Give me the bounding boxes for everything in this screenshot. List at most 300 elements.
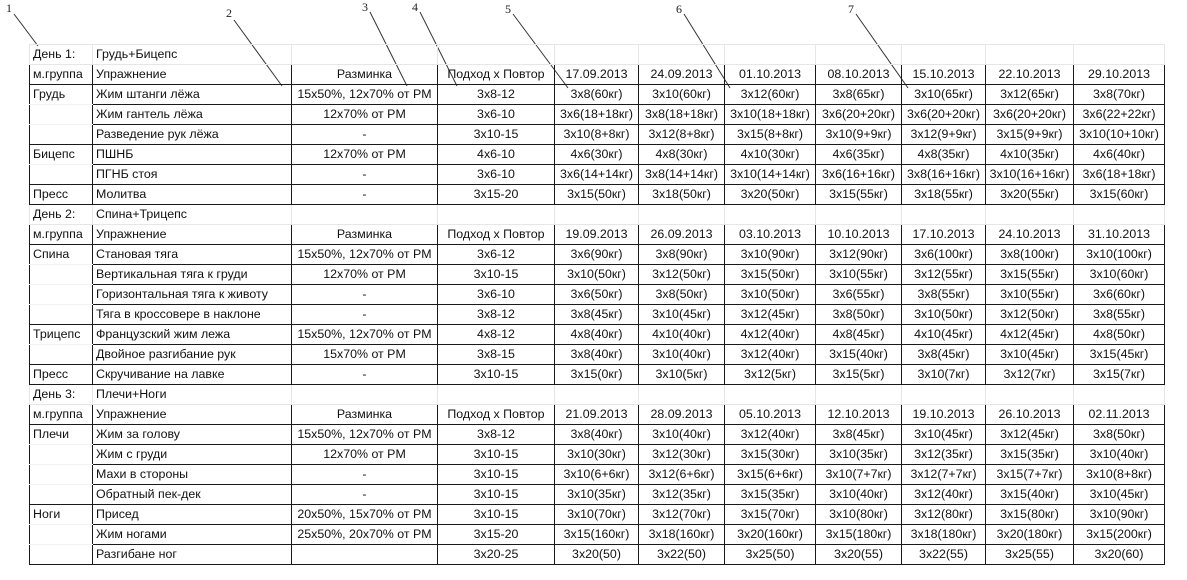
session-value[interactable]: 3x22(55) [902,545,986,565]
day-title-row [30,205,1165,225]
session-value[interactable]: 3x8(60кг) [555,85,639,105]
session-value[interactable]: 3x8(45кг) [555,305,639,325]
session-value[interactable]: 3x10(8+8кг) [1074,465,1165,485]
muscle-group-cell[interactable]: Пресс [30,365,93,385]
session-value[interactable]: 3x15(200кг) [1074,525,1165,545]
empty-cell[interactable] [986,385,1074,405]
session-value[interactable]: 3x12(35кг) [902,445,986,465]
session-value[interactable]: 4x10(30кг) [725,145,816,165]
sets-reps-cell[interactable]: 3x10-15 [438,265,555,285]
session-value[interactable]: 3x15(5кг) [816,365,902,385]
exercise-name[interactable]: Скручивание на лавке [93,365,292,385]
warmup-cell[interactable]: 12x70% от PM [292,445,438,465]
header-date[interactable]: 24.10.2013 [986,225,1074,245]
session-value[interactable]: 3x10(90кг) [725,245,816,265]
session-value[interactable]: 3x6(20+20кг) [816,105,902,125]
empty-cell[interactable] [292,205,438,225]
session-value[interactable]: 3x10(40кг) [639,425,725,445]
warmup-cell[interactable]: 15x50%, 12x70% от PM [292,325,438,345]
day-label[interactable]: День 1: [30,45,93,65]
exercise-name[interactable]: Двойное разгибание рук [93,345,292,365]
sets-reps-cell[interactable]: 4x8-12 [438,325,555,345]
session-value[interactable]: 3x20(55) [816,545,902,565]
empty-cell[interactable] [639,205,725,225]
empty-cell[interactable] [816,205,902,225]
exercise-name[interactable]: Присед [93,505,292,525]
warmup-cell[interactable]: 12x70% от PM [292,105,438,125]
warmup-cell[interactable]: 15x50%, 12x70% от PM [292,245,438,265]
header-date[interactable]: 19.09.2013 [555,225,639,245]
header-date[interactable]: 21.09.2013 [555,405,639,425]
session-value[interactable]: 3x12(7+7кг) [902,465,986,485]
session-value[interactable]: 3x10(60кг) [639,85,725,105]
muscle-group-cell[interactable] [30,265,93,285]
exercise-name[interactable]: ПШНБ [93,145,292,165]
session-value[interactable]: 3x15(160кг) [555,525,639,545]
session-value[interactable]: 3x15(9+9кг) [986,125,1074,145]
session-value[interactable]: 3x10(7кг) [902,365,986,385]
empty-cell[interactable] [902,45,986,65]
session-value[interactable]: 3x15(35кг) [986,445,1074,465]
warmup-cell[interactable]: 12x70% от PM [292,265,438,285]
exercise-row [30,525,1165,545]
exercise-name[interactable]: Тяга в кроссовере в наклоне [93,305,292,325]
sets-reps-cell[interactable]: 3x8-15 [438,345,555,365]
empty-cell[interactable] [725,45,816,65]
session-value[interactable]: 3x6(16+16кг) [816,165,902,185]
empty-cell[interactable] [816,385,902,405]
session-value[interactable]: 3x10(9+9кг) [816,125,902,145]
empty-cell[interactable] [986,45,1074,65]
session-value[interactable]: 3x12(40кг) [725,425,816,445]
header-date[interactable]: 29.10.2013 [1074,65,1165,85]
header-date[interactable]: 12.10.2013 [816,405,902,425]
session-value[interactable]: 3x8(40кг) [555,345,639,365]
sets-reps-cell[interactable]: 3x20-25 [438,545,555,565]
session-value[interactable]: 3x15(50кг) [555,185,639,205]
callout-number: 2 [226,6,232,20]
header-sets[interactable]: Подход х Повтор [438,405,555,425]
session-value[interactable]: 3x6(55кг) [816,285,902,305]
header-date[interactable]: 22.10.2013 [986,65,1074,85]
session-value[interactable]: 4x8(40кг) [555,325,639,345]
muscle-group-cell[interactable] [30,305,93,325]
sets-reps-cell[interactable]: 3x6-12 [438,245,555,265]
day-title[interactable]: Грудь+Бицепс [93,45,292,65]
exercise-name[interactable]: Жим ногами [93,525,292,545]
header-warmup[interactable]: Разминка [292,65,438,85]
session-value[interactable]: 3x20(160кг) [725,525,816,545]
header-group[interactable]: м.группа [30,225,93,245]
session-value[interactable]: 3x8(45кг) [816,425,902,445]
session-value[interactable]: 4x10(40кг) [639,325,725,345]
session-value[interactable]: 3x25(55) [986,545,1074,565]
muscle-group-cell[interactable]: Плечи [30,425,93,445]
empty-cell[interactable] [725,205,816,225]
session-value[interactable]: 3x8(50кг) [639,285,725,305]
session-value[interactable]: 3x8(50кг) [816,305,902,325]
empty-cell[interactable] [639,45,725,65]
header-date[interactable]: 02.11.2013 [1074,405,1165,425]
session-value[interactable]: 3x8(18+18кг) [639,105,725,125]
session-value[interactable]: 3x8(14+14кг) [639,165,725,185]
session-value[interactable]: 3x15(80кг) [986,505,1074,525]
exercise-row [30,85,1165,105]
session-value[interactable]: 3x15(7кг) [1074,365,1165,385]
session-value[interactable]: 3x8(50кг) [1074,425,1165,445]
muscle-group-cell[interactable] [30,345,93,365]
exercise-name[interactable]: Жим штанги лёжа [93,85,292,105]
session-value[interactable]: 3x10(80кг) [816,505,902,525]
empty-cell[interactable] [438,385,555,405]
empty-cell[interactable] [555,45,639,65]
session-value[interactable]: 3x15(30кг) [725,445,816,465]
session-value[interactable]: 3x6(60кг) [1074,285,1165,305]
muscle-group-cell[interactable]: Пресс [30,185,93,205]
header-date[interactable]: 05.10.2013 [725,405,816,425]
muscle-group-cell[interactable]: Ноги [30,505,93,525]
warmup-cell[interactable]: - [292,465,438,485]
muscle-group-cell[interactable]: Грудь [30,85,93,105]
header-group[interactable]: м.группа [30,405,93,425]
empty-cell[interactable] [725,385,816,405]
header-warmup[interactable]: Разминка [292,405,438,425]
session-value[interactable]: 4x6(30кг) [555,145,639,165]
session-value[interactable]: 3x6(22+22кг) [1074,105,1165,125]
session-value[interactable]: 4x10(45кг) [902,325,986,345]
session-value[interactable]: 4x8(30кг) [639,145,725,165]
session-value[interactable]: 3x15(35кг) [725,485,816,505]
session-value[interactable]: 3x12(70кг) [639,505,725,525]
header-date[interactable]: 19.10.2013 [902,405,986,425]
sets-reps-cell[interactable]: 3x10-15 [438,485,555,505]
exercise-name[interactable]: Становая тяга [93,245,292,265]
warmup-cell[interactable]: - [292,185,438,205]
header-date[interactable]: 28.09.2013 [639,405,725,425]
header-exercise[interactable]: Упражнение [93,405,292,425]
session-value[interactable]: 3x10(30кг) [555,445,639,465]
empty-cell[interactable] [292,385,438,405]
day-label[interactable]: День 2: [30,205,93,225]
session-value[interactable]: 3x12(60кг) [725,85,816,105]
session-value[interactable]: 3x12(90кг) [816,245,902,265]
session-value[interactable]: 3x8(90кг) [639,245,725,265]
warmup-cell[interactable]: - [292,285,438,305]
session-value[interactable]: 3x18(180кг) [902,525,986,545]
header-date[interactable]: 24.09.2013 [639,65,725,85]
header-date[interactable]: 01.10.2013 [725,65,816,85]
header-date[interactable]: 03.10.2013 [725,225,816,245]
warmup-cell[interactable]: - [292,485,438,505]
session-value[interactable]: 3x15(8+8кг) [725,125,816,145]
sets-reps-cell[interactable]: 3x10-15 [438,125,555,145]
sets-reps-cell[interactable]: 3x6-10 [438,285,555,305]
empty-cell[interactable] [1074,385,1165,405]
empty-cell[interactable] [639,385,725,405]
header-group[interactable]: м.группа [30,65,93,85]
session-value[interactable]: 3x10(35кг) [816,445,902,465]
empty-cell[interactable] [816,45,902,65]
session-value[interactable]: 3x22(50) [639,545,725,565]
session-value[interactable]: 3x8(16+16кг) [902,165,986,185]
exercise-name[interactable]: Молитва [93,185,292,205]
exercise-name[interactable]: Разведение рук лёжа [93,125,292,145]
exercise-row [30,105,1165,125]
session-value[interactable]: 3x18(160кг) [639,525,725,545]
session-value[interactable]: 3x12(7кг) [986,365,1074,385]
exercise-name[interactable]: Обратный пек-дек [93,485,292,505]
session-value[interactable]: 3x15(40кг) [816,345,902,365]
sets-reps-cell[interactable]: 3x10-15 [438,505,555,525]
empty-cell[interactable] [555,385,639,405]
header-date[interactable]: 17.09.2013 [555,65,639,85]
session-value[interactable]: 3x6(20+20кг) [902,105,986,125]
session-value[interactable]: 3x10(70кг) [555,505,639,525]
session-value[interactable]: 3x10(55кг) [816,265,902,285]
muscle-group-cell[interactable] [30,485,93,505]
session-value[interactable]: 3x8(55кг) [902,285,986,305]
session-value[interactable]: 3x8(40кг) [555,425,639,445]
exercise-name[interactable]: Французский жим лежа [93,325,292,345]
session-value[interactable]: 3x12(5кг) [725,365,816,385]
sets-reps-cell[interactable]: 3x15-20 [438,185,555,205]
session-value[interactable]: 3x12(9+9кг) [902,125,986,145]
session-value[interactable]: 3x10(8+8кг) [555,125,639,145]
exercise-row [30,305,1165,325]
warmup-cell[interactable]: - [292,365,438,385]
session-value[interactable]: 3x12(6+6кг) [639,465,725,485]
session-value[interactable]: 4x8(50кг) [1074,325,1165,345]
session-value[interactable]: 3x10(7+7кг) [816,465,902,485]
empty-cell[interactable] [986,205,1074,225]
session-value[interactable]: 3x10(90кг) [1074,505,1165,525]
session-value[interactable]: 3x15(40кг) [986,485,1074,505]
header-sets[interactable]: Подход х Повтор [438,225,555,245]
session-value[interactable]: 3x10(6+6кг) [555,465,639,485]
session-value[interactable]: 3x10(40кг) [1074,445,1165,465]
session-value[interactable]: 3x12(35кг) [639,485,725,505]
session-value[interactable]: 3x10(50кг) [725,285,816,305]
empty-cell[interactable] [292,45,438,65]
session-value[interactable]: 3x8(45кг) [902,345,986,365]
warmup-cell[interactable]: 15x70% от PM [292,345,438,365]
session-value[interactable]: 4x8(35кг) [902,145,986,165]
header-date[interactable]: 26.10.2013 [986,405,1074,425]
exercise-row [30,505,1165,525]
muscle-group-cell[interactable] [30,105,93,125]
session-value[interactable]: 3x15(70кг) [725,505,816,525]
sets-reps-cell[interactable]: 3x8-12 [438,305,555,325]
exercise-row [30,465,1165,485]
empty-cell[interactable] [1074,45,1165,65]
session-value[interactable]: 3x10(50кг) [902,305,986,325]
session-value[interactable]: 3x15(0кг) [555,365,639,385]
muscle-group-cell[interactable] [30,125,93,145]
warmup-cell[interactable]: - [292,165,438,185]
callout-number: 7 [848,2,854,16]
sets-reps-cell[interactable]: 3x10-15 [438,465,555,485]
warmup-cell[interactable]: 15x50%, 12x70% от PM [292,425,438,445]
sets-reps-cell[interactable]: 3x8-12 [438,425,555,445]
day-title[interactable]: Спина+Трицепс [93,205,292,225]
session-value[interactable]: 3x15(60кг) [1074,185,1165,205]
session-value[interactable]: 3x12(50кг) [986,305,1074,325]
sets-reps-cell[interactable]: 3x10-15 [438,445,555,465]
sets-reps-cell[interactable]: 3x8-12 [438,85,555,105]
warmup-cell[interactable] [292,545,438,565]
muscle-group-cell[interactable] [30,285,93,305]
muscle-group-cell[interactable] [30,165,93,185]
session-value[interactable]: 3x10(5кг) [639,365,725,385]
session-value[interactable]: 3x12(50кг) [639,265,725,285]
sets-reps-cell[interactable]: 4x6-10 [438,145,555,165]
exercise-name[interactable]: Махи в стороны [93,465,292,485]
session-value[interactable]: 3x15(55кг) [986,265,1074,285]
header-date[interactable]: 08.10.2013 [816,65,902,85]
session-value[interactable]: 3x15(7+7кг) [986,465,1074,485]
session-value[interactable]: 3x18(55кг) [902,185,986,205]
muscle-group-cell[interactable] [30,545,93,565]
session-value[interactable]: 3x12(80кг) [902,505,986,525]
session-value[interactable]: 3x10(40кг) [816,485,902,505]
warmup-cell[interactable]: 15x50%, 12x70% от PM [292,85,438,105]
session-value[interactable]: 3x6(18+18кг) [555,105,639,125]
session-value[interactable]: 3x20(180кг) [986,525,1074,545]
session-value[interactable]: 3x15(180кг) [816,525,902,545]
session-value[interactable]: 4x6(35кг) [816,145,902,165]
empty-cell[interactable] [902,385,986,405]
session-value[interactable]: 3x6(100кг) [902,245,986,265]
session-value[interactable]: 3x10(45кг) [986,345,1074,365]
session-value[interactable]: 3x15(6+6кг) [725,465,816,485]
session-value[interactable]: 3x20(55кг) [986,185,1074,205]
empty-cell[interactable] [1074,205,1165,225]
empty-cell[interactable] [902,205,986,225]
header-date[interactable]: 26.09.2013 [639,225,725,245]
warmup-cell[interactable]: 12x70% от PM [292,145,438,165]
empty-cell[interactable] [438,205,555,225]
session-value[interactable]: 3x12(8+8кг) [639,125,725,145]
sets-reps-cell[interactable]: 3x15-20 [438,525,555,545]
session-value[interactable]: 3x12(55кг) [902,265,986,285]
empty-cell[interactable] [438,45,555,65]
muscle-group-cell[interactable]: Спина [30,245,93,265]
session-value[interactable]: 3x10(45кг) [639,305,725,325]
session-value[interactable]: 3x10(35кг) [555,485,639,505]
session-value[interactable]: 3x8(65кг) [816,85,902,105]
warmup-cell[interactable]: - [292,125,438,145]
session-value[interactable]: 4x6(40кг) [1074,145,1165,165]
day-label[interactable]: День 3: [30,385,93,405]
session-value[interactable]: 3x25(50) [725,545,816,565]
session-value[interactable]: 3x10(45кг) [1074,485,1165,505]
session-value[interactable]: 3x10(14+14кг) [725,165,816,185]
exercise-name[interactable]: Жим с груди [93,445,292,465]
empty-cell[interactable] [555,205,639,225]
session-value[interactable]: 3x10(18+18кг) [725,105,816,125]
sets-reps-cell[interactable]: 3x10-15 [438,365,555,385]
exercise-name[interactable]: Вертикальная тяга к груди [93,265,292,285]
warmup-cell[interactable]: 25x50%, 20x70% от PM [292,525,438,545]
session-value[interactable]: 3x6(50кг) [555,285,639,305]
session-value[interactable]: 3x10(16+16кг) [986,165,1074,185]
day-title[interactable]: Плечи+Ноги [93,385,292,405]
muscle-group-cell[interactable] [30,465,93,485]
header-warmup[interactable]: Разминка [292,225,438,245]
session-value[interactable]: 3x12(40кг) [902,485,986,505]
header-date[interactable]: 15.10.2013 [902,65,986,85]
session-value[interactable]: 3x10(45кг) [902,425,986,445]
header-exercise[interactable]: Упражнение [93,225,292,245]
header-date[interactable]: 17.10.2013 [902,225,986,245]
muscle-group-cell[interactable]: Трицепс [30,325,93,345]
session-value[interactable]: 3x10(50кг) [555,265,639,285]
session-value[interactable]: 3x12(40кг) [725,345,816,365]
muscle-group-cell[interactable] [30,445,93,465]
warmup-cell[interactable]: 20x50%, 15x70% от PM [292,505,438,525]
session-value[interactable]: 3x20(50кг) [725,185,816,205]
session-value[interactable]: 3x6(18+18кг) [1074,165,1165,185]
exercise-name[interactable]: Горизонтальная тяга к животу [93,285,292,305]
session-value[interactable]: 3x8(55кг) [1074,305,1165,325]
session-value[interactable]: 3x10(40кг) [639,345,725,365]
muscle-group-cell[interactable] [30,525,93,545]
callout-number: 3 [362,0,368,14]
warmup-cell[interactable]: - [292,305,438,325]
sets-reps-cell[interactable]: 3x6-10 [438,165,555,185]
session-value[interactable]: 3x10(100кг) [1074,245,1165,265]
exercise-name[interactable]: Разгибане ног [93,545,292,565]
exercise-name[interactable]: Жим за голову [93,425,292,445]
session-value[interactable]: 3x8(100кг) [986,245,1074,265]
session-value[interactable]: 3x12(65кг) [986,85,1074,105]
muscle-group-cell[interactable]: Бицепс [30,145,93,165]
session-value[interactable]: 4x12(40кг) [725,325,816,345]
session-value[interactable]: 3x20(60) [1074,545,1165,565]
session-value[interactable]: 3x6(90кг) [555,245,639,265]
session-value[interactable]: 3x12(30кг) [639,445,725,465]
session-value[interactable]: 3x12(45кг) [986,425,1074,445]
session-value[interactable]: 3x20(50) [555,545,639,565]
header-date[interactable]: 10.10.2013 [816,225,902,245]
exercise-name[interactable]: Жим гантель лёжа [93,105,292,125]
session-value[interactable]: 3x10(10+10кг) [1074,125,1165,145]
session-value[interactable]: 3x8(70кг) [1074,85,1165,105]
session-value[interactable]: 3x6(14+14кг) [555,165,639,185]
session-value[interactable]: 3x12(45кг) [725,305,816,325]
session-value[interactable]: 3x18(50кг) [639,185,725,205]
session-value[interactable]: 4x8(45кг) [816,325,902,345]
session-value[interactable]: 4x12(45кг) [986,325,1074,345]
session-value[interactable]: 3x10(60кг) [1074,265,1165,285]
session-value[interactable]: 3x15(55кг) [816,185,902,205]
sets-reps-cell[interactable]: 3x6-10 [438,105,555,125]
callout-number: 6 [676,2,682,16]
session-value[interactable]: 3x15(50кг) [725,265,816,285]
header-sets[interactable]: Подход х Повтор [438,65,555,85]
session-value[interactable]: 3x10(55кг) [986,285,1074,305]
exercise-name[interactable]: ПГНБ стоя [93,165,292,185]
day-title-row [30,385,1165,405]
session-value[interactable]: 3x15(45кг) [1074,345,1165,365]
workout-plan-table [29,44,1165,565]
header-date[interactable]: 31.10.2013 [1074,225,1165,245]
session-value[interactable]: 4x10(35кг) [986,145,1074,165]
header-row [30,225,1165,245]
session-value[interactable]: 3x6(20+20кг) [986,105,1074,125]
header-exercise[interactable]: Упражнение [93,65,292,85]
session-value[interactable]: 3x10(65кг) [902,85,986,105]
